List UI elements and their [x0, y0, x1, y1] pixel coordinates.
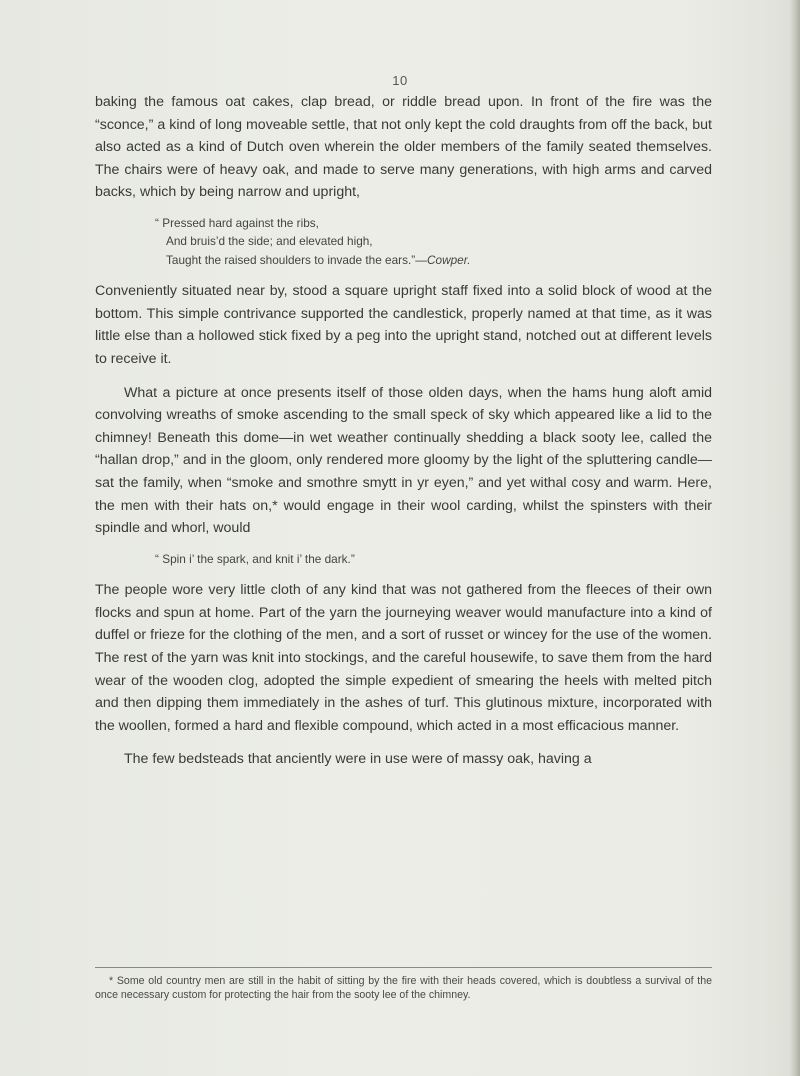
paragraph-1: baking the famous oat cakes, clap bread, or riddle bread upon. In front of the fire was the “sconce,” a kind of long moveable settle, that not only kept the cold draughts from off the back, but also acted as a kind of Dutch oven wherein the older members of the family seated themselves. The chairs were of heavy oak, and made to serve many generations, with high arms and carved backs, which by being narrow and upright, — [95, 94, 712, 201]
verse2-line-1: “ Spin i’ the spark, and knit i’ the dark.” — [155, 551, 355, 566]
text-column — [95, 91, 712, 771]
verse-quote-cowper — [155, 214, 712, 269]
verse-citation: Cowper. — [427, 252, 471, 267]
verse-line-1: “ Pressed hard against the ribs, — [155, 215, 319, 230]
verse-line-3 — [155, 251, 712, 269]
verse-quote-spin — [155, 550, 712, 568]
page-number: 10 — [392, 73, 408, 88]
verse-line-2: And bruis’d the side; and elevated high, — [166, 234, 373, 249]
paragraph-4: The people wore very little cloth of any kind that was not gathered from the fleeces of their own flocks and spun at home. Part of the yarn the journeying weaver would manufacture into a kind of duffel or frieze for the clothing of the men, and a sort of russet or wincey for the use of the women. The rest of the yarn was knit into stockings, and the careful housewife, to save them from the hard wear of the wooden clog, adopted the simple expedient of smearing the heels with melted pitch and then dipping them immediately in the ashes of turf. This glutinous mixture, incorporated with the woollen, formed a hard and flexible compound, which acted in a most efficacious manner. — [95, 582, 712, 734]
paragraph-3: What a picture at once presents itself of those olden days, when the hams hung aloft amid convolving wreaths of smoke ascending to the small speck of sky which appeared like a lid to the chimney! Beneath this dome—in wet weather continually shedding a black sooty lee, called the “hallan drop,” and in the gloom, only rendered more gloomy by the light of the spluttering candle—sat the family, when “smoke and smothre smytt in yr eyen,” and yet withal cosy and warm. Here, the men with their hats on,* would engage in their wool carding, whilst the spinsters with their spindle and whorl, would — [95, 384, 712, 537]
footnote-1: * Some old country men are still in the habit of sitting by the fire with their heads covered, which is doubtless a survival of the once necessary custom for protecting the hair from the sooty lee of the chimney. — [95, 975, 712, 1001]
footnote-divider — [95, 967, 712, 968]
paragraph-5: The few bedsteads that anciently were in use were of massy oak, having a — [124, 751, 592, 768]
page-edge-shadow — [790, 0, 800, 1076]
verse-line-3-text: Taught the raised shoulders to invade the ears.”— — [166, 252, 427, 267]
footnotes — [95, 974, 712, 1002]
paragraph-2: Conveniently situated near by, stood a square upright staff fixed into a solid block of wood at the bottom. This simple contrivance supported the candlestick, properly named at that time, as it was little else than a hollowed stick fixed by a peg into the upright stand, notched out at different levels to receive it. — [95, 283, 712, 367]
